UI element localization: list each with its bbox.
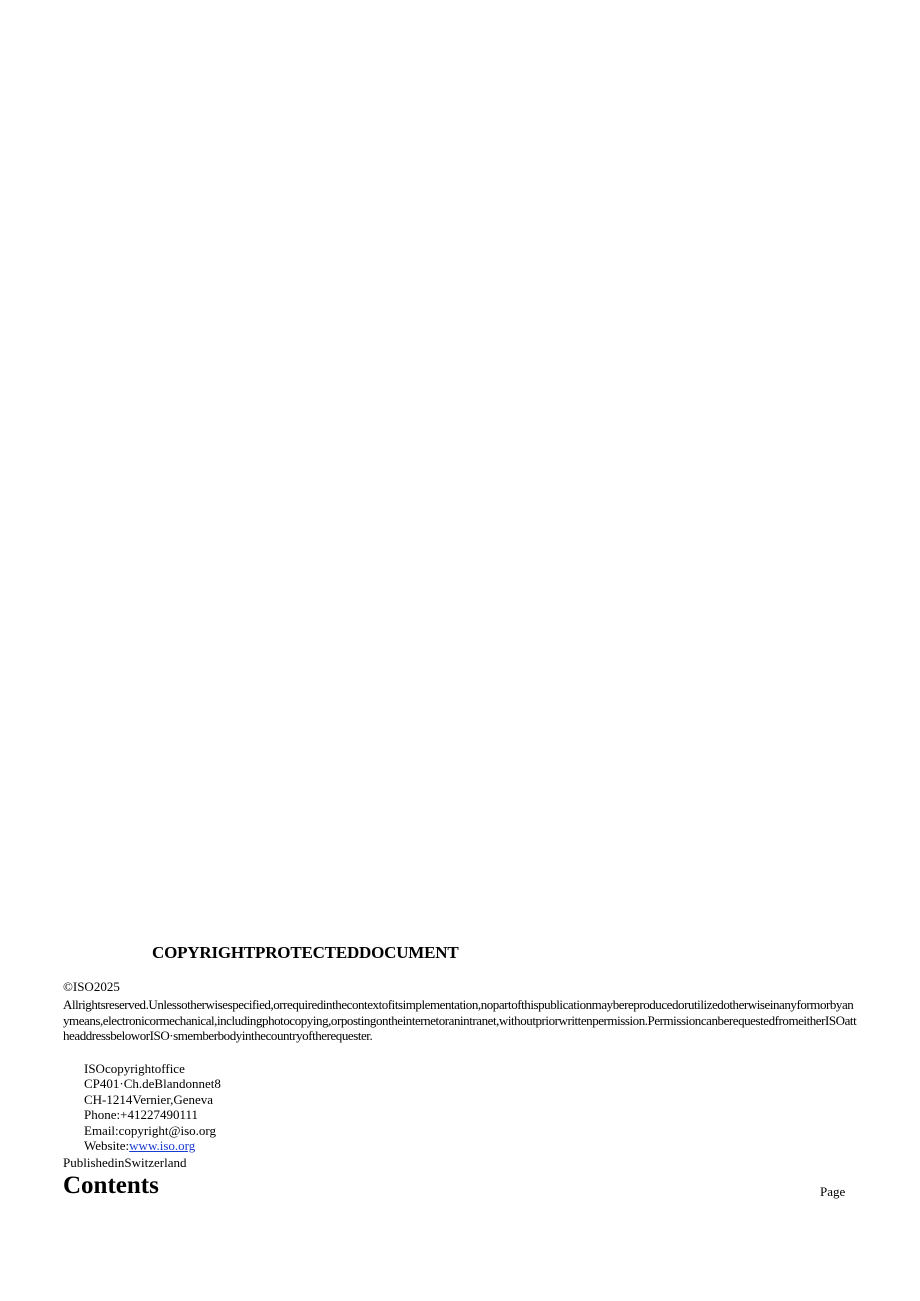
address-street: CP401·Ch.deBlandonnet8 bbox=[84, 1076, 221, 1092]
contents-title: Contents bbox=[63, 1172, 159, 1199]
copyright-heading: COPYRIGHTPROTECTEDDOCUMENT bbox=[152, 943, 459, 962]
address-office: ISOcopyrightoffice bbox=[84, 1061, 185, 1076]
address-city: CH-1214Vernier,Geneva bbox=[84, 1091, 214, 1107]
address-website bbox=[84, 1138, 221, 1153]
address-email: Email:copyright@iso.org bbox=[84, 1122, 216, 1138]
page-column-label: Page bbox=[820, 1184, 846, 1199]
published-location: PublishedinSwitzerland bbox=[63, 1155, 187, 1170]
website-link[interactable]: www.iso.org bbox=[129, 1138, 196, 1154]
address-block bbox=[84, 1061, 221, 1153]
website-label: Website: bbox=[84, 1138, 130, 1154]
iso-copyright-year: ©ISO2025 bbox=[63, 979, 120, 994]
rights-statement: Allrightsreserved.Unlessotherwisespecified,orrequiredinthecontextofitsimplementation,nopartofthispublicationmaybereproducedorutilizedotherwiseinanyformorbyanymeans,electronicormechanical,includingphotocopying,orpostingontheinternetoranintranet,withoutpriorwrittenpermission.PermissioncanberequestedfromeitherISOattheaddressbeloworISO·smemberbodyinthecountryoftherequester. bbox=[63, 997, 857, 1043]
address-phone: Phone:+41227490111 bbox=[84, 1107, 198, 1123]
